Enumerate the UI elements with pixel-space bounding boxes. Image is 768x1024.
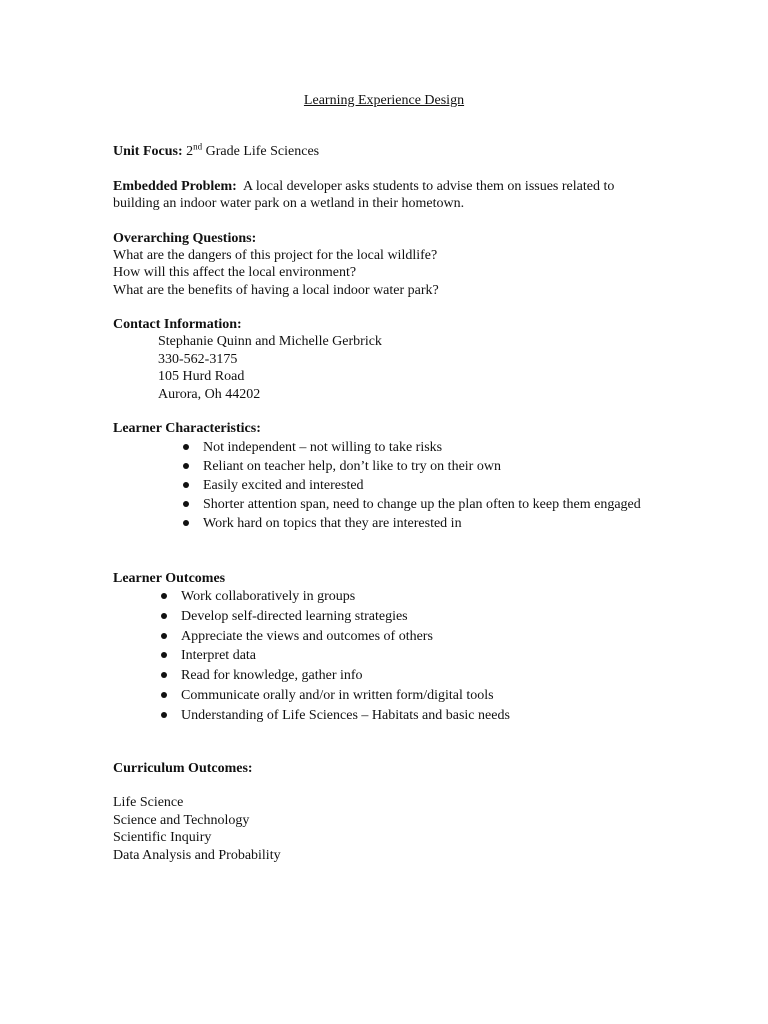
list-item-text: Understanding of Life Sciences – Habitats and basic needs xyxy=(181,707,510,723)
list-item xyxy=(159,647,601,664)
list-item xyxy=(159,707,601,724)
list-item-text: Interpret data xyxy=(181,648,257,664)
list-item-text: Not independent – not willing to take risks xyxy=(203,440,443,455)
bullet-icon xyxy=(183,463,189,469)
document-title: Learning Experience Design xyxy=(303,93,465,108)
embedded-problem-text-1: A local developer asks students to advise them on issues related to xyxy=(243,179,615,194)
bullet-icon xyxy=(161,712,167,718)
list-item xyxy=(159,628,601,645)
embedded-problem-label: Embedded Problem: xyxy=(113,179,237,194)
contact-city: Aurora, Oh 44202 xyxy=(158,387,261,402)
list-item-text: Easily excited and interested xyxy=(203,477,364,493)
curriculum-outcome-item: Science and Technology xyxy=(113,813,250,828)
contact-street: 105 Hurd Road xyxy=(158,369,245,384)
list-item xyxy=(181,458,643,475)
list-item-text: Work collaboratively in groups xyxy=(181,589,356,604)
unit-focus-text: Grade Life Sciences xyxy=(202,144,320,159)
bullet-icon xyxy=(161,593,167,599)
list-item xyxy=(159,667,601,684)
bullet-icon xyxy=(161,613,167,619)
bullet-icon xyxy=(161,672,167,678)
list-item-text: Develop self-directed learning strategies xyxy=(181,608,408,624)
learner-characteristics-label: Learner Characteristics: xyxy=(113,421,261,436)
question-3: What are the benefits of having a local indoor water park? xyxy=(113,283,439,298)
unit-focus xyxy=(113,143,319,160)
learner-characteristics-list xyxy=(181,439,643,532)
bullet-icon xyxy=(161,692,167,698)
contact-phone: 330-562-3175 xyxy=(158,352,238,367)
list-item xyxy=(181,515,643,532)
bullet-icon xyxy=(183,482,189,488)
overarching-questions-label: Overarching Questions: xyxy=(113,231,257,246)
bullet-icon xyxy=(183,520,189,526)
embedded-problem-text-2: building an indoor water park on a wetland in their hometown. xyxy=(113,196,465,211)
bullet-icon xyxy=(183,444,189,450)
list-item-text: Work hard on topics that they are interested in xyxy=(203,515,462,531)
list-item xyxy=(159,588,601,605)
question-1: What are the dangers of this project for the local wildlife? xyxy=(113,248,438,263)
list-item xyxy=(181,496,643,513)
bullet-icon xyxy=(183,501,189,507)
list-item-text: Shorter attention span, need to change up the plan often to keep them engaged xyxy=(203,496,641,512)
unit-focus-number: 2 xyxy=(186,144,194,159)
list-item xyxy=(181,477,643,494)
bullet-icon xyxy=(161,633,167,639)
list-item-text: Reliant on teacher help, don’t like to try on their own xyxy=(203,458,501,474)
curriculum-outcome-item: Life Science xyxy=(113,795,184,810)
list-item xyxy=(181,439,643,456)
bullet-icon xyxy=(161,652,167,658)
unit-focus-label: Unit Focus: xyxy=(113,144,183,159)
curriculum-outcome-item: Data Analysis and Probability xyxy=(113,848,281,863)
learner-outcomes-list xyxy=(159,588,601,724)
list-item xyxy=(159,687,601,704)
list-item xyxy=(159,608,601,625)
list-item-text: Appreciate the views and outcomes of others xyxy=(181,628,433,644)
unit-focus-superscript: nd xyxy=(193,141,203,152)
question-2: How will this affect the local environment? xyxy=(113,265,357,280)
curriculum-outcome-item: Scientific Inquiry xyxy=(113,830,212,845)
list-item-text: Communicate orally and/or in written form/digital tools xyxy=(181,687,494,703)
curriculum-outcomes-label: Curriculum Outcomes: xyxy=(113,761,253,776)
list-item-text: Read for knowledge, gather info xyxy=(181,668,363,684)
learner-outcomes-label: Learner Outcomes xyxy=(113,571,226,586)
embedded-problem-line1 xyxy=(113,178,614,195)
contact-information-label: Contact Information: xyxy=(113,317,242,332)
contact-names: Stephanie Quinn and Michelle Gerbrick xyxy=(158,334,382,349)
